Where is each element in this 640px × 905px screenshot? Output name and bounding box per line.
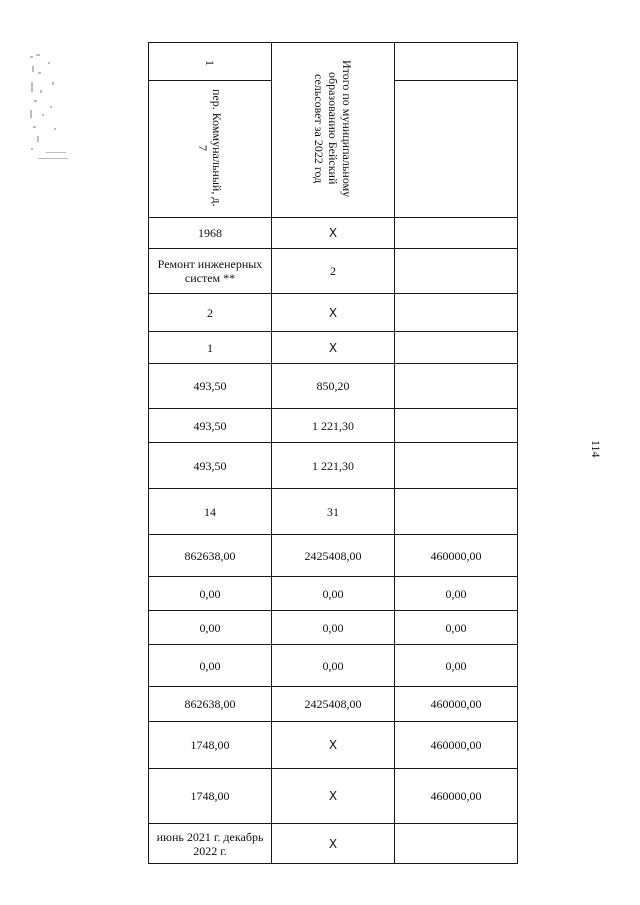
header-col1-address: пер. Коммунальный, д. 7	[149, 81, 272, 218]
table-cell-col1: 1	[149, 332, 272, 364]
table-cell-col3: 0,00	[395, 611, 518, 645]
table-row	[149, 218, 518, 249]
table-cell-col3: 460000,00	[395, 722, 518, 769]
table-cell-col2: 0,00	[272, 611, 395, 645]
table-cell-col2: 1 221,30	[272, 443, 395, 489]
table-cell-col3	[395, 332, 518, 364]
table-row	[149, 332, 518, 364]
table-cell-col3	[395, 218, 518, 249]
table-cell-col3	[395, 824, 518, 864]
table-cell-col1: 1968	[149, 218, 272, 249]
table-row	[149, 294, 518, 332]
table-row	[149, 489, 518, 535]
table-row	[149, 611, 518, 645]
header-col3-empty-2	[395, 81, 518, 218]
table-cell-col2: 31	[272, 489, 395, 535]
table-cell-col1: 1748,00	[149, 769, 272, 824]
table-body	[149, 218, 518, 864]
table-cell-col1: 493,50	[149, 364, 272, 409]
table-cell-col3: 460000,00	[395, 535, 518, 577]
table-cell-col3	[395, 364, 518, 409]
table-cell-col3	[395, 489, 518, 535]
table-header-row-number	[149, 43, 518, 81]
table-cell-col1: 0,00	[149, 577, 272, 611]
table-cell-col2: 2	[272, 249, 395, 294]
table-cell-col1: 862638,00	[149, 687, 272, 722]
table-cell-col1: Ремонт инженерных систем **	[149, 249, 272, 294]
table-row	[149, 824, 518, 864]
table-row	[149, 249, 518, 294]
table-cell-col1: 493,50	[149, 409, 272, 443]
table-cell-col3: 460000,00	[395, 687, 518, 722]
table-cell-col1: 0,00	[149, 611, 272, 645]
table-cell-col3	[395, 409, 518, 443]
table-cell-col1: 2	[149, 294, 272, 332]
table-cell-col3: 0,00	[395, 645, 518, 687]
table-row	[149, 443, 518, 489]
table-row	[149, 577, 518, 611]
table-cell-col3: 460000,00	[395, 769, 518, 824]
table-row	[149, 645, 518, 687]
table-cell-col1: 862638,00	[149, 535, 272, 577]
table-row	[149, 535, 518, 577]
table-cell-col3	[395, 294, 518, 332]
table-cell-col3: 0,00	[395, 577, 518, 611]
table-cell-col1: 0,00	[149, 645, 272, 687]
table-cell-col2: Х	[272, 218, 395, 249]
header-col1-number: 1	[149, 43, 272, 81]
table-cell-col2: Х	[272, 824, 395, 864]
faded-stamp-mark	[28, 52, 74, 164]
table-cell-col3	[395, 249, 518, 294]
data-table	[148, 42, 518, 864]
table-row	[149, 364, 518, 409]
table-row	[149, 722, 518, 769]
table-cell-col1: июнь 2021 г. декабрь 2022 г.	[149, 824, 272, 864]
table-cell-col2: Х	[272, 769, 395, 824]
table-cell-col2: 1 221,30	[272, 409, 395, 443]
table-row	[149, 687, 518, 722]
page-number: 114	[589, 440, 603, 458]
table-cell-col3	[395, 443, 518, 489]
header-col3-empty	[395, 43, 518, 81]
table-row	[149, 409, 518, 443]
table-cell-col1: 14	[149, 489, 272, 535]
table-cell-col2: 2425408,00	[272, 535, 395, 577]
table-cell-col2: 0,00	[272, 577, 395, 611]
table-cell-col1: 1748,00	[149, 722, 272, 769]
table-cell-col2: Х	[272, 332, 395, 364]
table-cell-col2: 850,20	[272, 364, 395, 409]
table-row	[149, 769, 518, 824]
table-cell-col2: Х	[272, 722, 395, 769]
table-cell-col2: 0,00	[272, 645, 395, 687]
table-cell-col1: 493,50	[149, 443, 272, 489]
header-col2-title: Итого по муниципальному образованию Бейский сельсовет за 2022 год	[272, 43, 395, 218]
table-cell-col2: 2425408,00	[272, 687, 395, 722]
table-cell-col2: Х	[272, 294, 395, 332]
